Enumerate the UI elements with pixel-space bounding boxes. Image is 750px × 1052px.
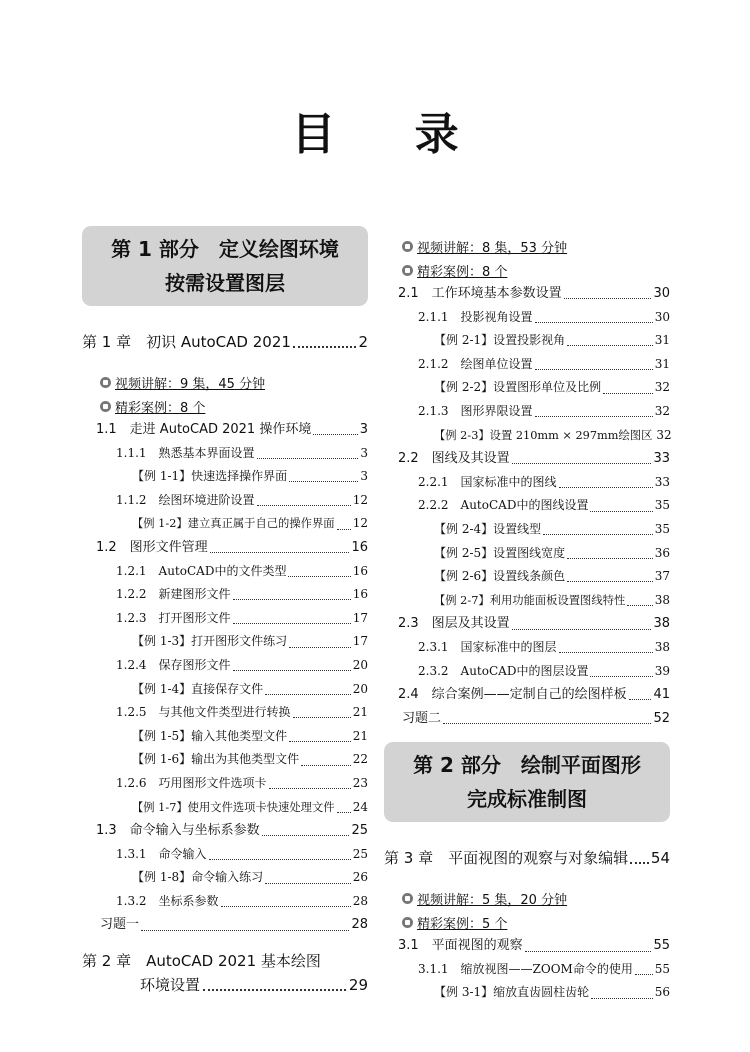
entry-label: 习题一 [100, 917, 140, 933]
leader-dots [543, 534, 653, 535]
leader-dots [512, 629, 652, 630]
leader-dots [567, 345, 653, 346]
case-icon [402, 917, 413, 928]
toc-entry-quiz[interactable] [384, 707, 670, 731]
leader-dots [337, 529, 351, 530]
page-number: 3 [359, 422, 368, 437]
chapter-label: 第 2 章 AutoCAD 2021 基本绘图 [82, 952, 321, 971]
entry-label: 【例 2-7】利用功能面板设置图线特性 [434, 593, 626, 607]
entry-label: 2.2.1 国家标准中的图线 [418, 474, 557, 489]
toc-entry-sub[interactable] [384, 958, 670, 982]
leader-dots [635, 974, 653, 975]
entry-label: 【例 1-6】输出为其他类型文件 [132, 752, 300, 767]
leader-dots [301, 765, 351, 766]
leader-dots [559, 652, 653, 653]
chapter-label: 第 1 章 初识 AutoCAD 2021 [82, 333, 291, 351]
toc-entry-ex[interactable] [384, 542, 670, 566]
toc-entry-sec[interactable] [384, 447, 670, 471]
toc-entry-ex[interactable] [82, 678, 368, 702]
leader-dots [221, 906, 351, 907]
leader-dots [512, 463, 652, 464]
entry-label: 2.2 图线及其设置 [398, 451, 510, 467]
page-number: 12 [352, 516, 368, 531]
page-number: 32 [654, 380, 670, 395]
page-number: 54 [650, 849, 670, 868]
toc-entry-sec[interactable] [82, 819, 368, 843]
page-number: 32 [654, 403, 670, 418]
leader-dots [564, 298, 652, 299]
entry-label: 1.3.2 坐标系参数 [116, 893, 219, 908]
leader-dots [233, 670, 351, 671]
page-number: 2 [358, 333, 368, 351]
page-number: 33 [653, 451, 670, 467]
page-number: 12 [352, 492, 368, 507]
page-number: 21 [352, 728, 368, 743]
toc-entries-ch3 [384, 934, 670, 1005]
entry-label: 1.1.1 熟悉基本界面设置 [116, 445, 255, 460]
video-icon [402, 893, 413, 904]
entry-label: 2.1.2 绘图单位设置 [418, 356, 533, 371]
leader-dots [288, 576, 350, 577]
toc-entries-ch1 [82, 418, 368, 937]
toc-entry-sub[interactable] [82, 583, 368, 607]
page-number: 38 [654, 592, 670, 607]
page-number: 31 [654, 333, 670, 348]
video-lessons-link[interactable] [384, 234, 670, 258]
entry-label: 【例 1-5】输入其他类型文件 [132, 728, 288, 743]
entry-label: 【例 1-8】命令输入练习 [132, 870, 264, 885]
featured-cases-link[interactable] [384, 910, 670, 934]
leader-dots [337, 812, 351, 813]
toc-entry-ex[interactable] [82, 725, 368, 749]
video-lessons-text: 视频讲解：8 集，53 分钟 [417, 240, 568, 256]
entry-label: 1.2.3 打开图形文件 [116, 610, 231, 625]
toc-entry-sub[interactable] [384, 636, 670, 660]
leader-dots [590, 511, 652, 512]
case-icon [100, 401, 111, 412]
page-number: 41 [653, 687, 670, 703]
toc-entry-sec[interactable] [384, 683, 670, 707]
toc-entry-ex[interactable] [384, 329, 670, 353]
page-number: 16 [352, 563, 368, 578]
leader-dots [443, 723, 651, 724]
page-number: 20 [352, 681, 368, 696]
featured-cases-link[interactable] [82, 394, 368, 418]
leader-dots [203, 989, 346, 991]
toc-entry-ex[interactable] [82, 866, 368, 890]
entry-label: 3.1.1 缩放视图——ZOOM命令的使用 [418, 961, 633, 976]
part-1-banner [82, 226, 368, 306]
leader-dots [233, 599, 351, 600]
part-2-banner [384, 742, 670, 822]
leader-dots [591, 998, 653, 999]
part-2-subtitle: 完成标准制图 [467, 787, 587, 812]
part-1-title: 第 1 部分 定义绘图环境 [111, 237, 339, 261]
toc-entry-ex[interactable] [384, 518, 670, 542]
page-number: 25 [351, 823, 368, 839]
toc-entry-ex[interactable] [82, 512, 368, 536]
page-number: 30 [653, 286, 670, 301]
entry-label: 【例 1-7】使用文件选项卡快速处理文件 [132, 800, 335, 814]
toc-entry-ex[interactable] [82, 748, 368, 772]
page-number: 30 [654, 309, 670, 324]
leader-dots [289, 647, 351, 648]
leader-dots [603, 393, 653, 394]
page-number: 22 [352, 752, 368, 767]
leader-dots [525, 951, 652, 952]
video-icon [402, 241, 413, 252]
toc-entry-quiz[interactable] [82, 913, 368, 937]
video-lessons-text: 视频讲解：5 集，20 分钟 [417, 892, 568, 908]
entry-label: 2.3 图层及其设置 [398, 616, 510, 632]
entry-label: 2.3.2 AutoCAD中的图层设置 [418, 663, 589, 678]
entry-label: 1.2.5 与其他文件类型进行转换 [116, 705, 291, 720]
toc-entry-sub[interactable] [384, 306, 670, 330]
page-number: 35 [654, 521, 670, 536]
page-number: 38 [653, 616, 670, 632]
toc-entry-sub[interactable] [384, 400, 670, 424]
leader-dots [627, 605, 652, 606]
page-number: 25 [352, 846, 368, 861]
toc-entry-sub[interactable] [82, 442, 368, 466]
toc-entry-ex[interactable] [384, 565, 670, 589]
page-number: 17 [352, 610, 368, 625]
entry-label: 1.3 命令输入与坐标系参数 [96, 823, 260, 839]
leader-dots [210, 552, 350, 553]
leader-dots [293, 346, 357, 348]
leader-dots [265, 883, 351, 884]
toc-entry-sub[interactable] [384, 353, 670, 377]
entry-label: 【例 1-4】直接保存文件 [132, 681, 264, 696]
video-lessons-link[interactable] [82, 370, 368, 394]
leader-dots [535, 369, 653, 370]
leader-dots [233, 623, 351, 624]
entry-label: 2.3.1 国家标准中的图层 [418, 639, 557, 654]
toc-entry-sec[interactable] [384, 612, 670, 636]
entry-label: 【例 1-2】建立真正属于自己的操作界面 [132, 517, 335, 531]
toc-entry-sec[interactable] [82, 536, 368, 560]
featured-cases-text: 精彩案例：5 个 [417, 916, 508, 932]
entry-label: 【例 1-3】打开图形文件练习 [132, 634, 288, 649]
leader-dots [209, 859, 351, 860]
leader-dots [265, 694, 351, 695]
toc-entry-sec[interactable] [384, 934, 670, 958]
page-number: 26 [352, 870, 368, 885]
leader-dots [535, 416, 653, 417]
leader-dots [567, 558, 653, 559]
entry-label: 1.1.2 绘图环境进阶设置 [116, 492, 255, 507]
toc-chapter-3[interactable] [384, 842, 670, 874]
toc-entry-sub[interactable] [82, 843, 368, 867]
leader-dots [141, 930, 349, 931]
entry-label: 1.3.1 命令输入 [116, 846, 207, 861]
chapter-label: 第 3 章 平面视图的观察与对象编辑 [384, 849, 629, 868]
video-lessons-text: 视频讲解：9 集，45 分钟 [115, 376, 266, 392]
entry-label: 【例 2-3】设置 210mm × 297mm绘图区 [434, 428, 653, 442]
toc-entry-ex[interactable] [384, 589, 670, 613]
entry-label: 1.2.2 新建图形文件 [116, 587, 231, 602]
leader-dots [629, 699, 652, 700]
toc-entry-sub[interactable] [384, 471, 670, 495]
page-number: 37 [654, 569, 670, 584]
page-number: 16 [351, 539, 368, 555]
page-number: 3 [360, 469, 368, 484]
toc-entry-ex[interactable] [82, 630, 368, 654]
entry-label: 2.1 工作环境基本参数设置 [398, 286, 562, 301]
toc-entry-ex[interactable] [82, 465, 368, 489]
page-number: 3 [360, 445, 368, 460]
leader-dots [257, 505, 351, 506]
page-number: 55 [654, 961, 670, 976]
toc-entries-ch2 [384, 282, 670, 730]
entry-label: 【例 2-5】设置图线宽度 [434, 545, 566, 560]
entry-label: 习题二 [402, 710, 442, 726]
toc-chapter-2[interactable] [82, 949, 368, 997]
leader-dots [289, 741, 351, 742]
entry-label: 3.1 平面视图的观察 [398, 938, 523, 954]
featured-cases-link[interactable] [384, 258, 670, 282]
toc-entry-sub[interactable] [82, 489, 368, 513]
entry-label: 2.2.2 AutoCAD中的图线设置 [418, 498, 589, 513]
page-number: 29 [348, 976, 368, 995]
page-number: 36 [654, 545, 670, 560]
leader-dots [590, 676, 652, 677]
leader-dots [289, 481, 358, 482]
leader-dots [535, 322, 653, 323]
page-number: 31 [654, 356, 670, 371]
toc-entry-sub[interactable] [384, 494, 670, 518]
entry-label: 1.2.4 保存图形文件 [116, 657, 231, 672]
page-number: 39 [654, 663, 670, 678]
page-title: 目 录 [291, 109, 491, 160]
toc-entry-sub[interactable] [82, 772, 368, 796]
toc-entry-sub[interactable] [82, 607, 368, 631]
entry-label: 2.1.1 投影视角设置 [418, 309, 533, 324]
video-icon [100, 377, 111, 388]
entry-label: 1.2.1 AutoCAD中的文件类型 [116, 563, 287, 578]
toc-entry-sub[interactable] [82, 560, 368, 584]
leader-dots [293, 717, 351, 718]
featured-cases-text: 精彩案例：8 个 [115, 400, 206, 416]
page-number: 17 [352, 634, 368, 649]
page-number: 28 [352, 893, 368, 908]
leader-dots [559, 487, 653, 488]
part-2-title: 第 2 部分 绘制平面图形 [413, 753, 641, 778]
leader-dots [269, 788, 351, 789]
page-number: 56 [654, 985, 670, 1000]
case-icon [402, 265, 413, 276]
page-number: 23 [352, 775, 368, 790]
page-number: 24 [352, 799, 368, 814]
toc-chapter-1[interactable] [82, 326, 368, 358]
page-number: 32 [656, 427, 672, 442]
toc-entry-sub[interactable] [82, 701, 368, 725]
video-lessons-link[interactable] [384, 886, 670, 910]
page-number: 28 [351, 917, 368, 933]
entry-label: 【例 2-2】设置图形单位及比例 [434, 380, 602, 395]
toc-entry-ex[interactable] [384, 424, 670, 448]
entry-label: 【例 2-6】设置线条颜色 [434, 569, 566, 584]
page-number: 52 [653, 710, 670, 726]
leader-dots [262, 835, 350, 836]
toc-right-column [384, 234, 670, 1005]
toc-entry-sub[interactable] [384, 660, 670, 684]
entry-label: 1.2.6 巧用图形文件选项卡 [116, 775, 267, 790]
toc-entry-sec[interactable] [82, 418, 368, 442]
entry-label: 【例 1-1】快速选择操作界面 [132, 469, 288, 484]
leader-dots [313, 434, 357, 435]
toc-entry-sub[interactable] [82, 654, 368, 678]
entry-label: 【例 2-1】设置投影视角 [434, 333, 566, 348]
toc-left-column [82, 226, 368, 997]
entry-label: 1.1 走进 AutoCAD 2021 操作环境 [96, 422, 312, 437]
featured-cases-text: 精彩案例：8 个 [417, 264, 508, 280]
entry-label: 2.4 综合案例——定制自己的绘图样板 [398, 687, 627, 703]
page-number: 33 [654, 474, 670, 489]
entry-label: 2.1.3 图形界限设置 [418, 403, 533, 418]
entry-label: 【例 3-1】缩放直齿圆柱齿轮 [434, 985, 590, 1000]
toc-entry-ex[interactable] [384, 376, 670, 400]
leader-dots [257, 458, 359, 459]
toc-entry-ex[interactable] [384, 981, 670, 1005]
leader-dots [630, 862, 649, 864]
page-number: 35 [654, 498, 670, 513]
toc-entry-ex[interactable] [82, 796, 368, 820]
chapter-label-cont: 环境设置 [140, 976, 201, 995]
toc-entry-sub[interactable] [82, 890, 368, 914]
entry-label: 1.2 图形文件管理 [96, 539, 208, 555]
page-number: 20 [352, 657, 368, 672]
toc-entry-sec[interactable] [384, 282, 670, 306]
page-number: 55 [653, 938, 670, 954]
leader-dots [567, 581, 653, 582]
page-number: 38 [654, 639, 670, 654]
part-1-subtitle: 按需设置图层 [165, 271, 285, 295]
page-number: 16 [352, 587, 368, 602]
entry-label: 【例 2-4】设置线型 [434, 521, 542, 536]
page-number: 21 [352, 705, 368, 720]
